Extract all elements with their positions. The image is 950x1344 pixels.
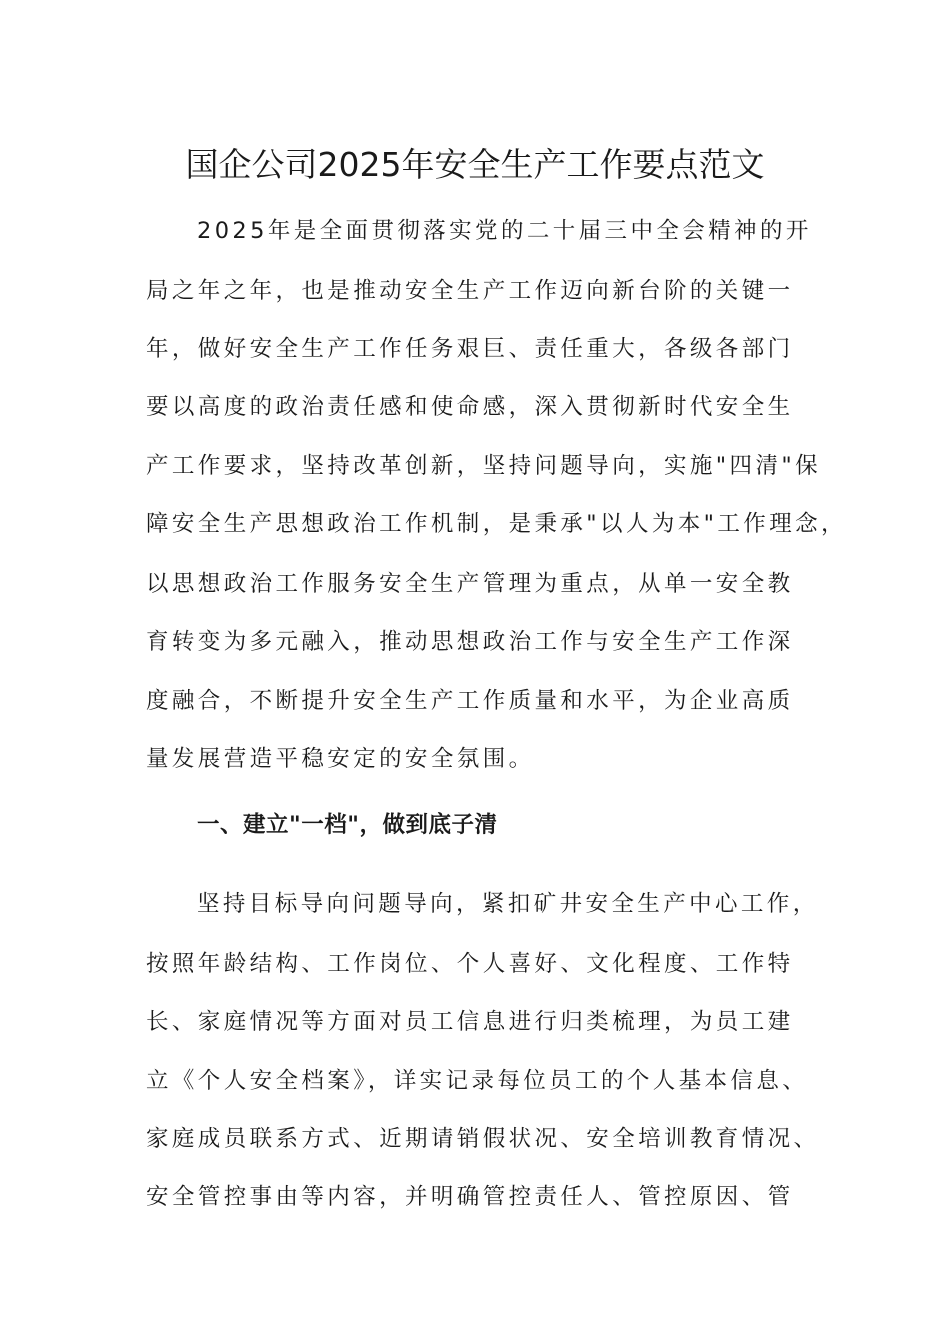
paragraph-2-line: 立《个人安全档案》，详实记录每位员工的个人基本信息、 — [146, 1068, 809, 1094]
paragraph-2-line: 安全管控事由等内容，并明确管控责任人、管控原因、管 — [146, 1184, 794, 1210]
paragraph-2-line: 家庭成员联系方式、近期请销假状况、安全培训教育情况、 — [146, 1126, 820, 1152]
paragraph-2-line: 按照年龄结构、工作岗位、个人喜好、文化程度、工作特 — [146, 951, 794, 977]
paragraph-1-line: 以思想政治工作服务安全生产管理为重点，从单一安全教 — [146, 571, 794, 597]
paragraph-1-line: 度融合，不断提升安全生产工作质量和水平，为企业高质 — [146, 688, 794, 714]
paragraph-1-line: 2025年是全面贯彻落实党的二十届三中全会精神的开 — [197, 218, 812, 244]
paragraph-1-line: 局之年之年，也是推动安全生产工作迈向新台阶的关键一 — [146, 278, 794, 304]
paragraph-1-line: 要以高度的政治责任感和使命感，深入贯彻新时代安全生 — [146, 394, 794, 420]
document-title: 国企公司2025年安全生产工作要点范文 — [185, 145, 765, 184]
paragraph-1-line: 障安全生产思想政治工作机制，是秉承"以人为本"工作理念， — [146, 511, 847, 537]
paragraph-2-line: 坚持目标导向问题导向，紧扣矿井安全生产中心工作， — [197, 891, 819, 917]
paragraph-1-line: 年，做好安全生产工作任务艰巨、责任重大，各级各部门 — [146, 336, 794, 362]
paragraph-2-line: 长、家庭情况等方面对员工信息进行归类梳理，为员工建 — [146, 1009, 794, 1035]
paragraph-1-line: 产工作要求，坚持改革创新，坚持问题导向，实施"四清"保 — [146, 453, 821, 479]
paragraph-1-line: 育转变为多元融入，推动思想政治工作与安全生产工作深 — [146, 629, 794, 655]
section-1-heading: 一、建立"一档"，做到底子清 — [197, 812, 498, 838]
paragraph-1-line: 量发展营造平稳安定的安全氛围。 — [146, 746, 535, 772]
